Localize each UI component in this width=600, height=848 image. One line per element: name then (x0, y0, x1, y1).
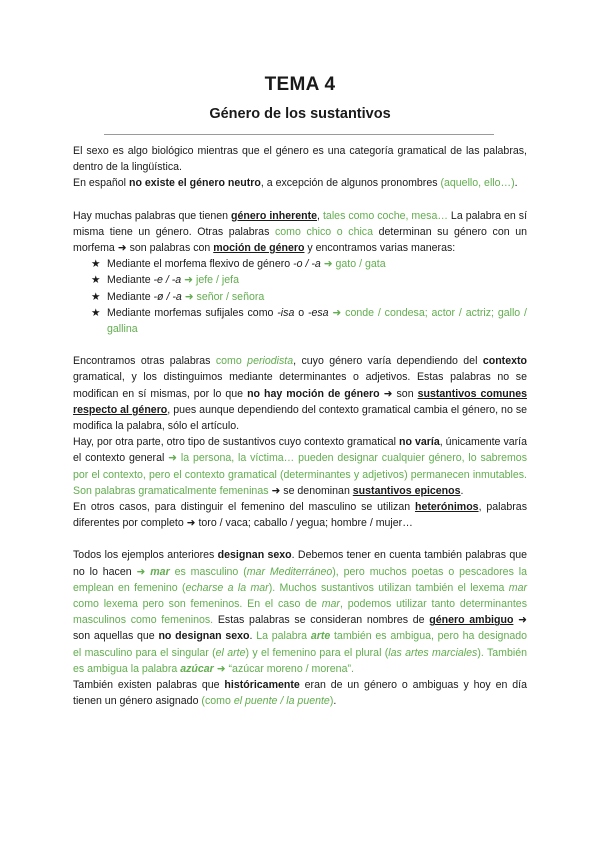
morpheme: -esa (307, 306, 329, 319)
text-run: Mediante (107, 274, 154, 287)
green-example: también es ambigua, pero ha designado el masculino para el singular ( (73, 630, 528, 659)
title-divider (104, 134, 494, 135)
green-example: ). Muchos sustantivos utilizan también el lexema (268, 581, 509, 594)
text-run: Hay muchas palabras que tienen (73, 209, 232, 222)
paragraph-heteronimos (73, 499, 527, 531)
text-run: Mediante el morfema flexivo de género (107, 258, 294, 271)
paragraph-gap (73, 192, 527, 208)
bold-term: no hay moción de género (247, 387, 380, 400)
green-example: ) (329, 695, 334, 708)
green-example: como (215, 355, 248, 368)
text-run: Encontramos otras palabras (73, 355, 216, 368)
text-run: . Debemos tener en cuenta también palabras que no lo hacen (73, 549, 527, 578)
star-icon: ★ (91, 258, 101, 271)
green-example: ). También es ambigua la palabra (73, 646, 528, 675)
term-sustantivos-comunes: sustantivos comunes respecto al género (73, 387, 527, 416)
bold-term: contexto (482, 355, 527, 368)
green-example: mar Mediterráneo (246, 565, 333, 578)
green-example: como lexema pero son femeninos. En el caso de (73, 598, 322, 611)
green-example: ➜ “azúcar moreno / morena”. (213, 662, 354, 675)
text-run: o (294, 306, 308, 319)
green-example: ➜ gato / gata (320, 258, 386, 271)
term-heteronimos: heterónimos (414, 501, 479, 514)
term-genero-inherente: género inherente (231, 209, 318, 222)
green-term: arte (310, 630, 331, 643)
green-example: ) y el femenino para el plural ( (245, 646, 389, 659)
morpheme: -ø / -a (153, 290, 182, 303)
green-example: ➜ la persona, la víctima… pueden designar cualquier género, lo sabremos por el contexto, pero el contexto gramatical (determinantes y adjetivos) permanecen inmutables. Son palabras gramaticalmente femeninas (73, 452, 527, 497)
term-genero-ambiguo: género ambiguo (429, 614, 514, 627)
term-sustantivos-epicenos: sustantivos epicenos (352, 484, 461, 497)
text-run: , (317, 209, 323, 222)
bold-term: no varía (399, 436, 440, 449)
text-run: , cuyo género varía dependiendo del (293, 355, 483, 368)
text-run: , a excepción de algunos pronombres (260, 177, 441, 190)
text-run: ➜ se denominan (268, 484, 353, 497)
text-run: , únicamente varía el contexto general (73, 436, 527, 465)
text-run: . (514, 177, 518, 190)
green-example: es masculino ( (169, 565, 247, 578)
green-example: el arte (215, 646, 246, 659)
text-run: El sexo es algo biológico mientras que el género es una categoría gramatical de las palabras, dentro de la lingüística. (73, 145, 527, 174)
paragraph-ambiguo (73, 547, 527, 677)
star-icon: ★ (91, 290, 101, 303)
green-example: echarse a la mar (185, 581, 269, 594)
arrow-icon: ➜ (117, 242, 127, 255)
text-run: . (460, 484, 464, 497)
paragraph-neutro (73, 175, 527, 191)
paragraph-historicamente (73, 677, 527, 709)
green-term: mar (150, 565, 170, 578)
green-example: las artes marciales (388, 646, 478, 659)
list-item (91, 289, 527, 305)
text-run: Estas palabras se consideran nombres de (213, 614, 430, 627)
text-run: determinan su género con un morfema (73, 225, 527, 255)
paragraph-gap (73, 337, 527, 353)
green-term: azúcar (180, 662, 214, 675)
green-example: mar (508, 581, 528, 594)
text-run: y encontramos varias maneras: (304, 242, 456, 255)
text-run: gramatical, y los distinguimos mediante determinantes o adjetivos. Estas palabras no se modifican en sí mismas, por lo que (73, 371, 527, 400)
text-run: En español (73, 177, 129, 190)
morpheme: -e / -a (153, 274, 182, 287)
paragraph-genero-inherente (73, 208, 527, 257)
paragraph-gap (73, 531, 527, 547)
paragraph-epicenos (73, 434, 527, 499)
bold-term: no existe el género neutro (128, 177, 261, 190)
star-icon: ★ (91, 274, 101, 287)
green-example: ➜ jefe / jefa (181, 274, 239, 287)
text-run: eran de un género o ambiguas y hoy en día tienen un género asignado (73, 679, 527, 708)
text-run: . (333, 695, 337, 708)
bullet-list (73, 256, 527, 337)
green-example: (como (201, 695, 234, 708)
bold-term: no designan sexo (158, 630, 250, 643)
bold-term: designan sexo (217, 549, 292, 562)
text-run: La palabra en sí misma tiene un género. Otras palabras (73, 209, 528, 238)
term-mocion-genero: moción de género (213, 242, 305, 255)
list-item (91, 256, 527, 272)
green-example: ➜ señor / señora (181, 290, 265, 303)
morpheme: -isa (277, 306, 295, 319)
document-body (73, 143, 527, 710)
green-example: el puente / la puente (233, 695, 330, 708)
arrow-icon: ➜ (136, 565, 151, 578)
green-example: (aquello, ello…) (440, 177, 515, 190)
paragraph-sexo-genero (73, 143, 527, 175)
green-example: ), pero muchos poetas o pescadores la emplean en femenino ( (73, 565, 527, 594)
text-run: . (249, 630, 257, 643)
bold-term: históricamente (224, 679, 300, 692)
page-title: TEMA 4 (264, 74, 336, 95)
green-example: tales como coche, mesa… (322, 209, 448, 222)
list-item (91, 305, 527, 337)
green-example: como chico o chica (274, 225, 373, 238)
list-item (91, 272, 527, 288)
paragraph-comunes (73, 353, 527, 434)
text-run: , pues aunque dependiendo del contexto gramatical cambia el género, no se modifica la palabra, sólo el artículo. (73, 403, 528, 433)
text-run: Mediante morfemas sufijales como (107, 306, 278, 319)
star-icon: ★ (91, 306, 101, 319)
green-example: periodista (247, 355, 294, 368)
text-run: ➜ son (379, 387, 418, 400)
text-run: En otros casos, para distinguir el femenino del masculino se utilizan (73, 501, 415, 514)
text-run: , palabras diferentes por completo ➜ toro / vaca; caballo / yegua; hombre / mujer… (73, 501, 528, 530)
text-run: Hay, por otra parte, otro tipo de sustantivos cuyo contexto gramatical (73, 436, 400, 449)
green-example: ➜ conde / condesa; actor / actriz; gallo / gallina (107, 306, 527, 336)
text-run: Mediante (107, 290, 154, 303)
text-run: ➜ son aquellas que (73, 614, 528, 643)
text-run: Todos los ejemplos anteriores (73, 549, 218, 562)
morpheme: -o / -a (293, 258, 321, 271)
green-example: , podemos utilizar tanto determinantes masculinos como femeninos. (73, 598, 527, 627)
green-example: mar (321, 598, 340, 611)
text-run: son palabras con (126, 242, 214, 255)
text-run: También existen palabras que (73, 679, 225, 692)
green-example: La palabra (256, 630, 311, 643)
page-subtitle: Género de los sustantivos (209, 106, 391, 122)
